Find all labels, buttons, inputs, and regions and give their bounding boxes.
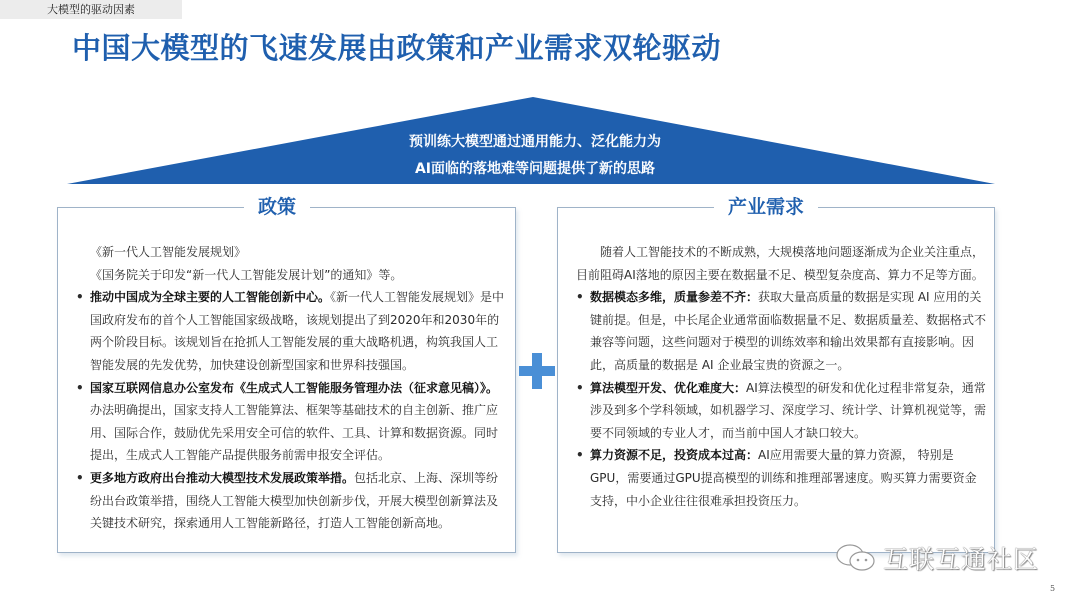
bullet-dot-icon: • [576,448,584,463]
bullet-dot-icon: • [576,380,584,395]
watermark [835,540,1039,576]
industry-bullet [576,286,986,376]
section-tag: 大模型的驱动因素 [0,0,182,19]
policy-bullet [76,377,508,467]
policy-bullet-text: 包括北京、上海、深圳等纷纷出台政策举措，围绕人工智能大模型加快创新步伐，开展大模型创新算法及关键技术研究，探索通用人工智能新路径，打造人工智能创新高地。 [90,470,499,531]
policy-bullet-text: 《新一代人工智能发展规划》是中国政府发布的首个人工智能国家级战略，该规划提出了到2020年和2030年的两个阶段目标。该规划旨在抢抓人工智能发展的重大战略机遇，构筑我国人工智能发展的先发优势，加快建设创新型国家和世界科技强国。 [90,290,505,372]
bullet-dot-icon: • [576,290,584,305]
policy-bullet-heading: 国家互联网信息办公室发布《生成式人工智能服务管理办法（征求意见稿）》。 [90,380,499,395]
bullet-dot-icon: • [76,470,84,485]
policy-bullet [76,467,508,535]
policy-intro-line: 《国务院关于印发“新一代人工智能发展计划”的通知》等。 [90,267,403,282]
industry-bullet-text: AI算法模型的研发和优化过程非常复杂，通常涉及到多个学科领域，如机器学习、深度学习、统计学、计算机视觉等，需要不同领域的专业人才，而当前中国人才缺口较大。 [590,380,987,440]
bullet-dot-icon: • [76,380,84,395]
bullet-dot-icon: • [76,290,84,305]
page-number: 5 [1050,584,1056,593]
wechat-icon [835,543,877,573]
industry-panel [557,196,995,553]
roof-text-line-1: 预训练大模型通过通用能力、泛化能力为 [409,134,661,150]
watermark-text: 互联互通社区 [883,545,1040,574]
roof-text-line-2: AI面临的落地难等问题提供了新的思路 [414,161,656,177]
industry-bullet-text: AI应用需要大量的算力资源， 特别是GPU，需要通过GPU提高模型的训练和推理部署速度。购买算力需要资金支持，中小企业往往很难承担投资压力。 [590,448,977,508]
policy-panel [57,196,516,553]
policy-intro-line: 《新一代人工智能发展规划》 [90,245,247,259]
industry-bullet-heading: 数据模态多维，质量参差不齐： [590,290,759,305]
page-title: 中国大模型的飞速发展由政策和产业需求双轮驱动 [72,31,722,65]
policy-bullet-heading: 推动中国成为全球主要的人工智能创新中心。 [90,290,331,305]
industry-intro: 随着人工智能技术的不断成熟，大规模落地问题逐渐成为企业关注重点，目前阻碍AI落地的原因主要在数据量不足、模型复杂度高、算力不足等方面。 [576,245,985,282]
industry-bullet [576,444,986,512]
industry-bullet [576,377,986,445]
industry-panel-title: 产业需求 [714,193,818,221]
industry-bullet-text: 获取大量高质量的数据是实现 AI 应用的关键前提。但是，中长尾企业通常面临数据量不足、数据质量差、数据格式不兼容等问题，这些问题对于模型的训练效率和输出效果都有直接影响。因此，高质量的数据是 AI 企业最宝贵的资源之一。 [590,290,987,372]
industry-bullet-heading: 算力资源不足，投资成本过高： [590,448,759,463]
policy-bullet-heading: 更多地方政府出台推动大模型技术发展政策举措。 [90,470,355,485]
policy-panel-title: 政策 [244,193,310,221]
policy-bullet [76,286,508,376]
industry-panel-body [576,241,986,512]
industry-bullet-heading: 算法模型开发、优化难度大： [590,380,747,395]
plus-icon [519,353,555,389]
policy-bullet-text: 办法明确提出，国家支持人工智能算法、框架等基础技术的自主创新、推广应用、国际合作，鼓励优先采用安全可信的软件、工具、计算和数据资源。同时提出，生成式人工智能产品提供服务前需申报安全评估。 [90,403,499,463]
policy-panel-body [76,241,508,535]
